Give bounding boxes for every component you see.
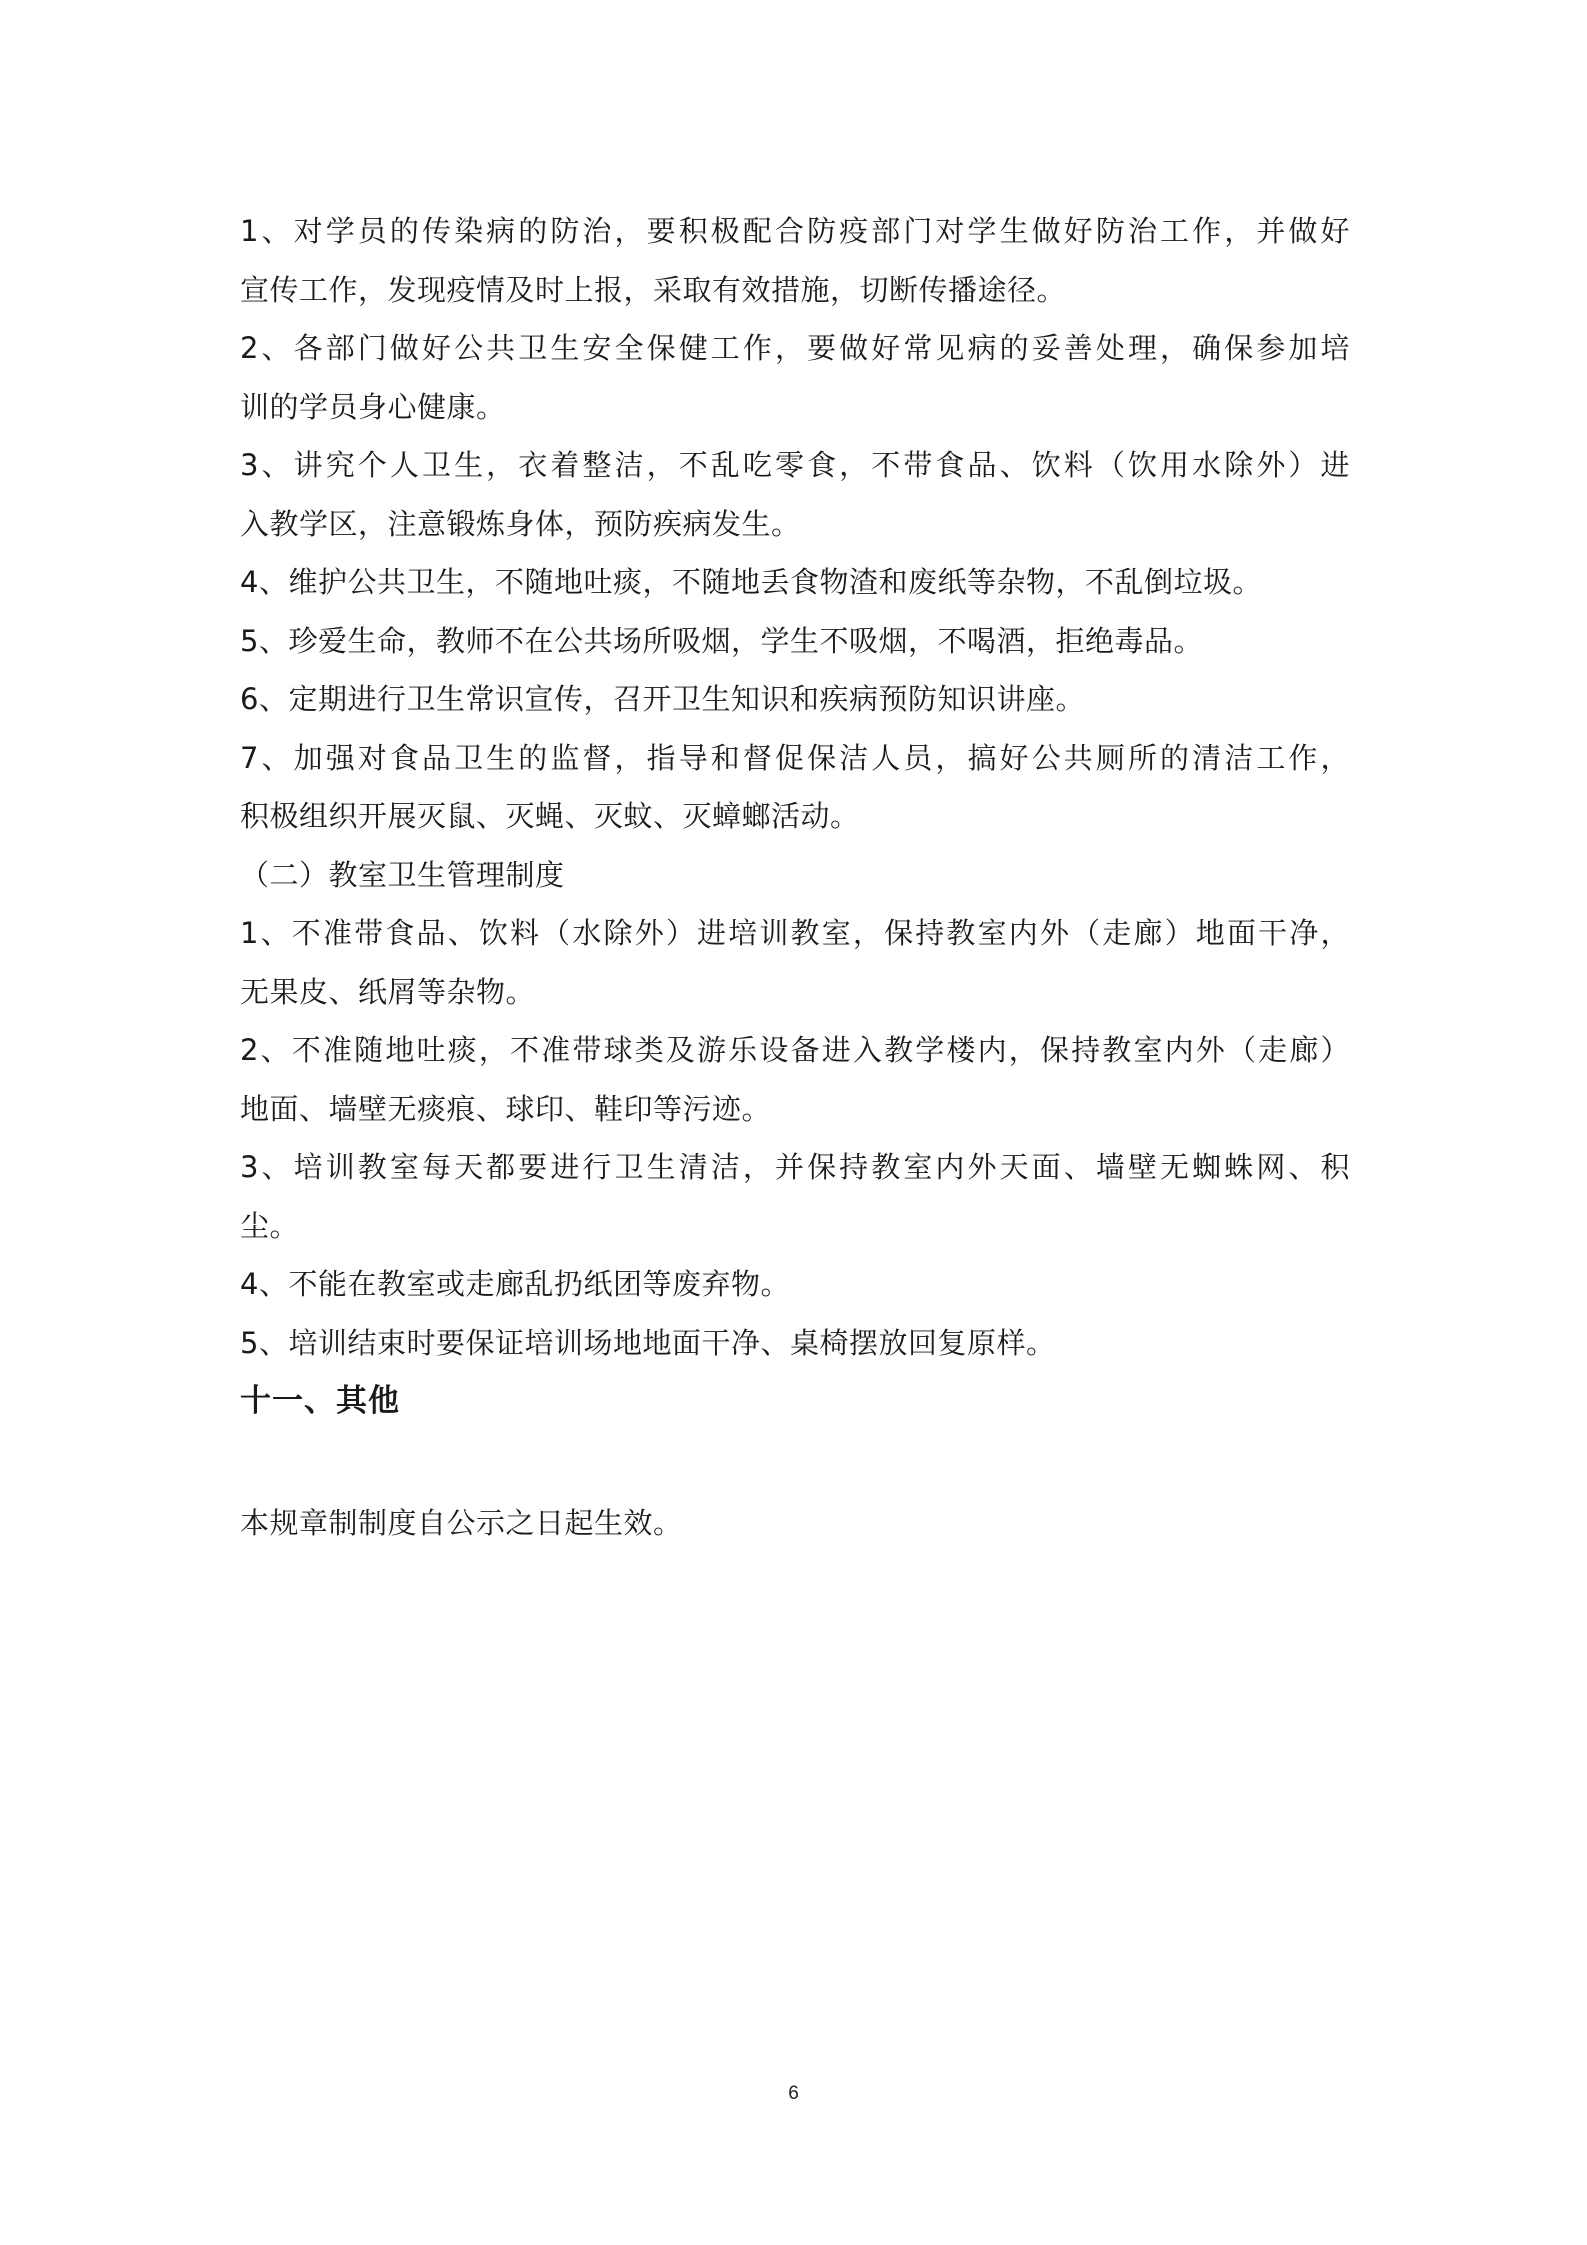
body-line: 无果皮、纸屑等杂物。: [240, 974, 536, 1009]
body-line: 积极组织开展灭鼠、灭蝇、灭蚊、灭蟑螂活动。: [240, 799, 860, 833]
body-line: 5、培训结束时要保证培训场地地面干净、桌椅摆放回复原样。: [240, 1325, 1056, 1360]
body-line: 尘。: [240, 1208, 300, 1243]
body-line: 1、对学员的传染病的防治，要积极配合防疫部门对学生做好防治工作，并做好: [240, 214, 1350, 248]
body-line: 地面、墙壁无痰痕、球印、鞋印等污迹。: [240, 1091, 772, 1126]
spacer: [240, 1430, 1350, 1494]
body-line: 2、各部门做好公共卫生安全保健工作，要做好常见病的妥善处理，确保参加培: [240, 331, 1350, 365]
body-line: 3、培训教室每天都要进行卫生清洁，并保持教室内外天面、墙壁无蜘蛛网、积: [240, 1150, 1350, 1184]
body-line: 5、珍爱生命，教师不在公共场所吸烟，学生不吸烟，不喝酒，拒绝毒品。: [240, 623, 1203, 658]
section-heading: 十一、其他: [240, 1383, 400, 1419]
body-line: 3、讲究个人卫生，衣着整洁，不乱吃零食，不带食品、饮料（饮用水除外）进: [240, 448, 1350, 482]
body-line: 4、不能在教室或走廊乱扔纸团等废弃物。: [240, 1267, 790, 1301]
body-line: 1、不准带食品、饮料（水除外）进培训教室，保持教室内外（走廊）地面干净，: [240, 916, 1350, 950]
body-line: 4、维护公共卫生，不随地吐痰，不随地丢食物渣和废纸等杂物，不乱倒垃圾。: [240, 565, 1262, 599]
body-line: 7、加强对食品卫生的监督，指导和督促保洁人员，搞好公共厕所的清洁工作，: [240, 740, 1350, 775]
body-line: 训的学员身心健康。: [240, 389, 506, 424]
body-line: 入教学区，注意锻炼身体，预防疾病发生。: [240, 506, 801, 541]
body-line: 宣传工作，发现疫情及时上报，采取有效措施，切断传播途径。: [240, 272, 1067, 307]
body-line: 6、定期进行卫生常识宣传，召开卫生知识和疾病预防知识讲座。: [240, 682, 1085, 716]
closing-statement: 本规章制制度自公示之日起生效。: [240, 1506, 683, 1540]
body-line: 2、不准随地吐痰，不准带球类及游乐设备进入教学楼内，保持教室内外（走廊）: [240, 1033, 1350, 1067]
document-body: [240, 202, 1350, 1553]
page-number: 6: [788, 2083, 799, 2104]
subsection-title: （二）教室卫生管理制度: [240, 857, 565, 892]
